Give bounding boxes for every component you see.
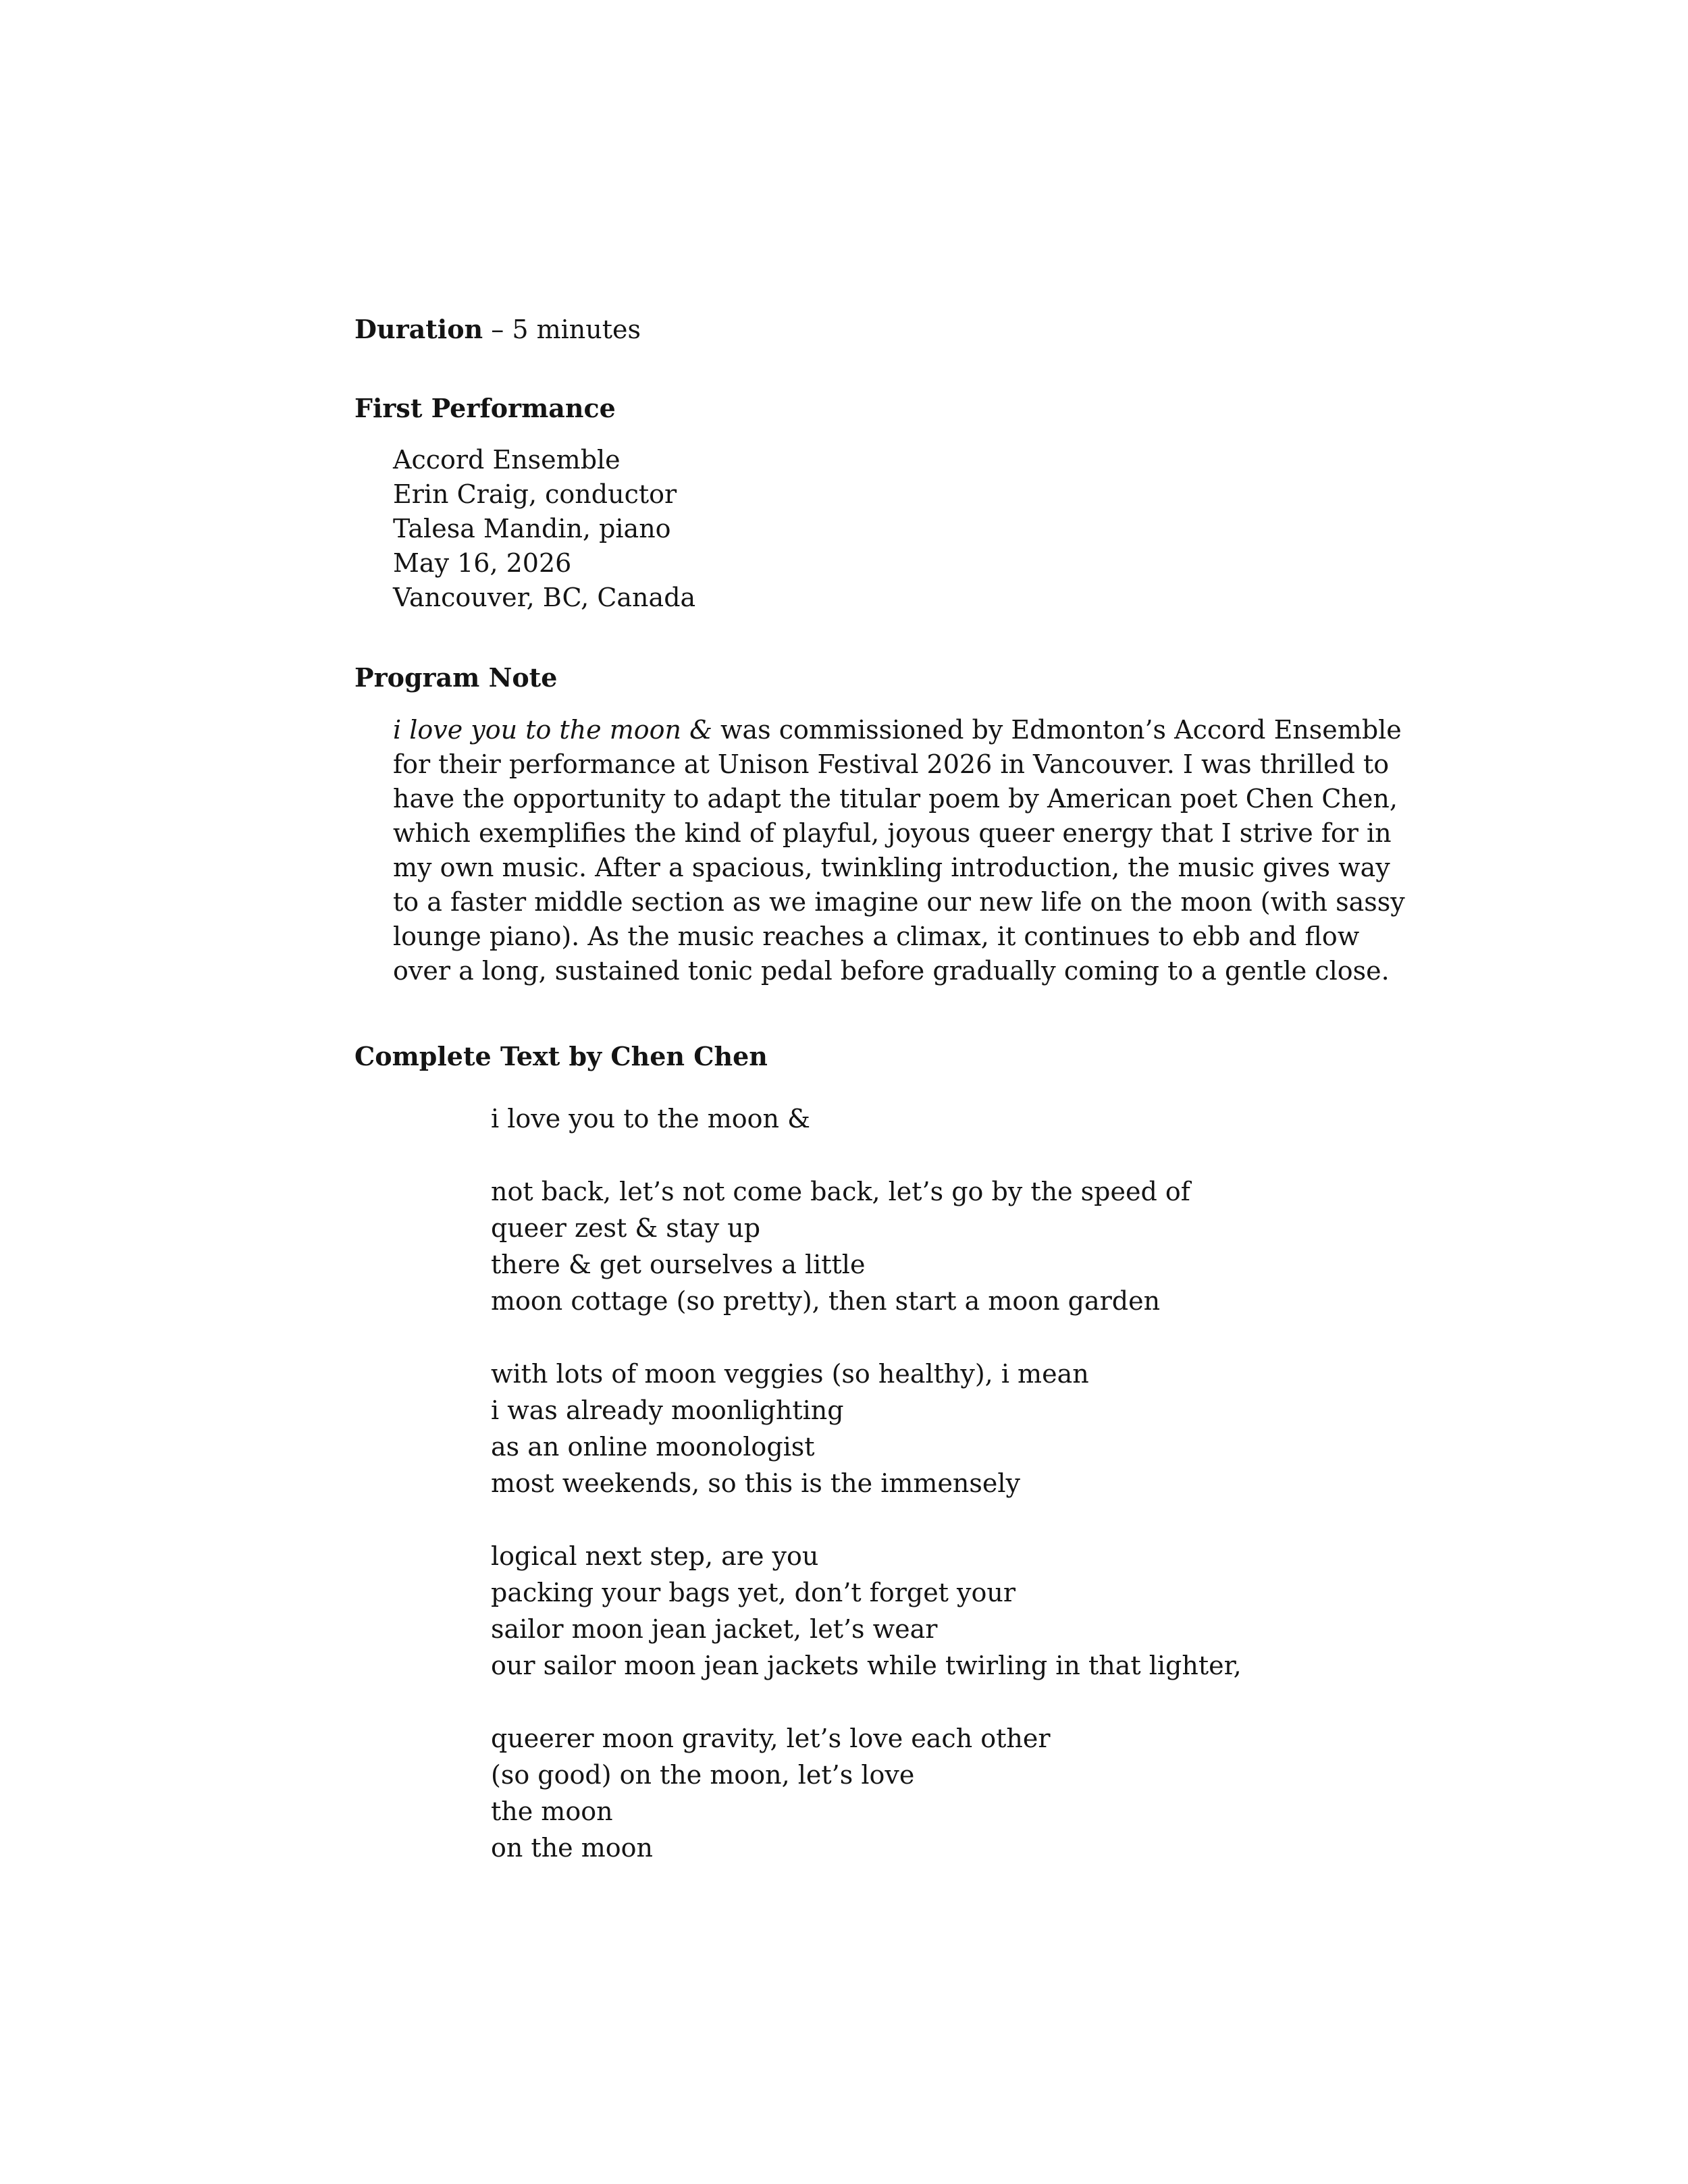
performer-ensemble: Accord Ensemble bbox=[393, 445, 621, 475]
program-note-line: lounge piano). As the music reaches a climax, it continues to ebb and flow bbox=[393, 922, 1360, 951]
program-note-line: over a long, sustained tonic pedal before gradually coming to a gentle close. bbox=[393, 956, 1390, 986]
first-performance-details bbox=[393, 443, 1318, 615]
duration-separator: – bbox=[483, 315, 512, 344]
poem-line: on the moon bbox=[491, 1833, 654, 1863]
poem-line: i was already moonlighting bbox=[491, 1395, 844, 1425]
poem-stanza bbox=[491, 1173, 1242, 1319]
duration-value: 5 minutes bbox=[512, 315, 641, 344]
performance-date: May 16, 2026 bbox=[393, 548, 572, 578]
poem-stanza bbox=[491, 1356, 1242, 1501]
duration-label: Duration bbox=[354, 314, 483, 344]
program-note-line: my own music. After a spacious, twinkling introduction, the music gives way bbox=[393, 853, 1390, 882]
poem-line: moon cottage (so pretty), then start a moon garden bbox=[491, 1286, 1161, 1316]
poem-stanza bbox=[491, 1720, 1242, 1866]
program-note-line: which exemplifies the kind of playful, joyous queer energy that I strive for in bbox=[393, 818, 1392, 848]
poem-line: most weekends, so this is the immensely bbox=[491, 1468, 1021, 1498]
poem-stanza bbox=[491, 1538, 1242, 1684]
poem-line: there & get ourselves a little bbox=[491, 1250, 866, 1279]
first-performance-heading: First Performance bbox=[354, 393, 616, 423]
program-note-line: for their performance at Unison Festival 2026 in Vancouver. I was thrilled to bbox=[393, 749, 1390, 779]
performer-conductor: Erin Craig, conductor bbox=[393, 479, 677, 509]
poem-line: not back, let’s not come back, let’s go by the speed of bbox=[491, 1177, 1190, 1206]
poem-line: queerer moon gravity, let’s love each other bbox=[491, 1724, 1051, 1753]
poem-line: sailor moon jean jacket, let’s wear bbox=[491, 1614, 938, 1644]
program-note-body bbox=[393, 713, 1405, 988]
program-note-line: to a faster middle section as we imagine our new life on the moon (with sassy bbox=[393, 887, 1405, 917]
performance-location: Vancouver, BC, Canada bbox=[393, 583, 696, 612]
poem-line: packing your bags yet, don’t forget your bbox=[491, 1578, 1016, 1607]
performer-piano: Talesa Mandin, piano bbox=[393, 514, 671, 543]
poem-line: (so good) on the moon, let’s love bbox=[491, 1760, 915, 1790]
poem-line: queer zest & stay up bbox=[491, 1213, 761, 1243]
poem-line: our sailor moon jean jackets while twirling in that lighter, bbox=[491, 1651, 1242, 1680]
program-note-heading: Program Note bbox=[354, 662, 558, 693]
poem-line: with lots of moon veggies (so healthy), i mean bbox=[491, 1359, 1089, 1389]
poem bbox=[491, 1100, 1242, 1866]
poem-line: logical next step, are you bbox=[491, 1541, 819, 1571]
poem-stanza bbox=[491, 1100, 1242, 1137]
program-note-line: have the opportunity to adapt the titular poem by American poet Chen Chen, bbox=[393, 784, 1398, 814]
program-note-line: i love you to the moon & was commissioned by Edmonton’s Accord Ensemble bbox=[393, 715, 1402, 745]
duration-line bbox=[354, 312, 641, 347]
program-note-title: i love you to the moon & bbox=[393, 715, 712, 745]
poem-line: as an online moonologist bbox=[491, 1432, 815, 1462]
complete-text-heading: Complete Text by Chen Chen bbox=[354, 1041, 768, 1071]
poem-line: i love you to the moon & bbox=[491, 1104, 810, 1134]
poem-line: the moon bbox=[491, 1796, 613, 1826]
